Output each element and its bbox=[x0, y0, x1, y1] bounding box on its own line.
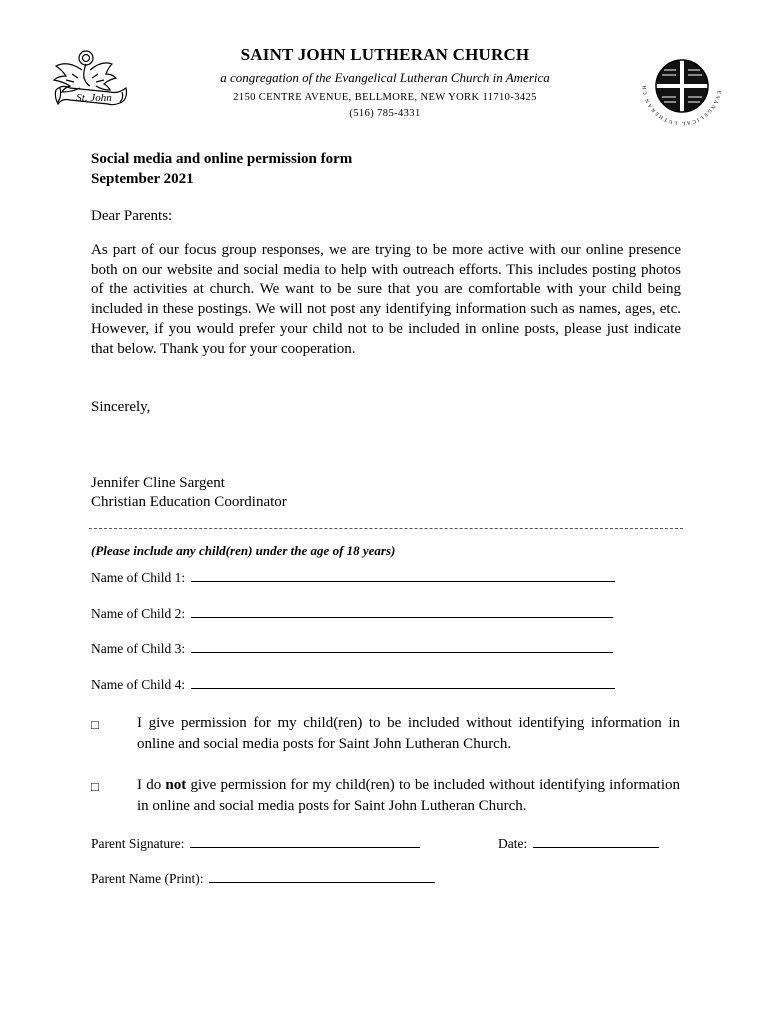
child-3-blank[interactable] bbox=[191, 640, 613, 653]
form-title: Social media and online permission form bbox=[91, 151, 353, 167]
child-3-label: Name of Child 3: bbox=[91, 641, 186, 656]
salutation: Dear Parents: bbox=[91, 208, 173, 224]
permission-no-text: I do not give permission for my child(ren) to be included without identifying information in online and social media posts for Saint John Lutheran Church. bbox=[137, 777, 680, 814]
logo-ring-lettering: EVANGELICAL LUTHERAN CH bbox=[641, 83, 722, 127]
parent-name-blank[interactable] bbox=[209, 870, 435, 883]
letter-body: As part of our focus group responses, we are trying to be more active with our online presence both on our website and social media to help with outreach efforts. This includes posting photos of the activities at church. We want to be sure that you are comfortable with your child being included in these postings. We will not post any identifying information such as names, ages, etc. However, if you would prefer your child not to be included in online posts, please just indicate that below. Thank you for your cooperation. bbox=[91, 242, 681, 357]
child-2-field bbox=[91, 605, 613, 622]
parent-name-label: Parent Name (Print): bbox=[91, 871, 204, 886]
permission-yes-text: I give permission for my child(ren) to be included without identifying information in online and social media posts for Saint John Lutheran Church. bbox=[137, 715, 680, 752]
elca-cross-logo bbox=[640, 44, 724, 128]
parent-signature-blank[interactable] bbox=[190, 835, 420, 848]
logo-lettering: St. John bbox=[76, 92, 112, 104]
not-emphasis: not bbox=[165, 777, 187, 793]
child-2-label: Name of Child 2: bbox=[91, 606, 186, 621]
church-tagline: a congregation of the Evangelical Lutheran Church in America bbox=[220, 70, 550, 85]
child-3-field bbox=[91, 640, 613, 657]
permission-yes-checkbox[interactable]: □ bbox=[91, 717, 99, 732]
parent-signature-field bbox=[91, 835, 420, 852]
child-1-blank[interactable] bbox=[191, 569, 615, 582]
age-note: (Please include any child(ren) under the age of 18 years) bbox=[91, 543, 396, 558]
child-2-blank[interactable] bbox=[191, 605, 613, 618]
child-4-field bbox=[91, 676, 615, 693]
church-name: SAINT JOHN LUTHERAN CHURCH bbox=[240, 45, 530, 64]
permission-no-checkbox[interactable]: □ bbox=[91, 779, 99, 794]
date-label: Date: bbox=[498, 836, 528, 851]
child-1-label: Name of Child 1: bbox=[91, 570, 186, 585]
signer-title: Christian Education Coordinator bbox=[91, 494, 287, 510]
child-4-label: Name of Child 4: bbox=[91, 677, 186, 692]
parent-name-field bbox=[91, 870, 435, 887]
signer-name: Jennifer Cline Sargent bbox=[91, 475, 225, 491]
form-date: September 2021 bbox=[91, 171, 194, 187]
child-1-field bbox=[91, 569, 615, 586]
church-address: 2150 CENTRE AVENUE, BELLMORE, NEW YORK 11710-3425 bbox=[233, 92, 537, 103]
closing: Sincerely, bbox=[91, 399, 151, 415]
parent-signature-label: Parent Signature: bbox=[91, 836, 185, 851]
st-john-eagle-logo bbox=[52, 48, 132, 112]
church-phone: (516) 785-4331 bbox=[349, 108, 421, 119]
child-4-blank[interactable] bbox=[191, 676, 615, 689]
tear-off-divider bbox=[89, 528, 683, 529]
date-field bbox=[498, 835, 659, 852]
date-blank[interactable] bbox=[533, 835, 659, 848]
